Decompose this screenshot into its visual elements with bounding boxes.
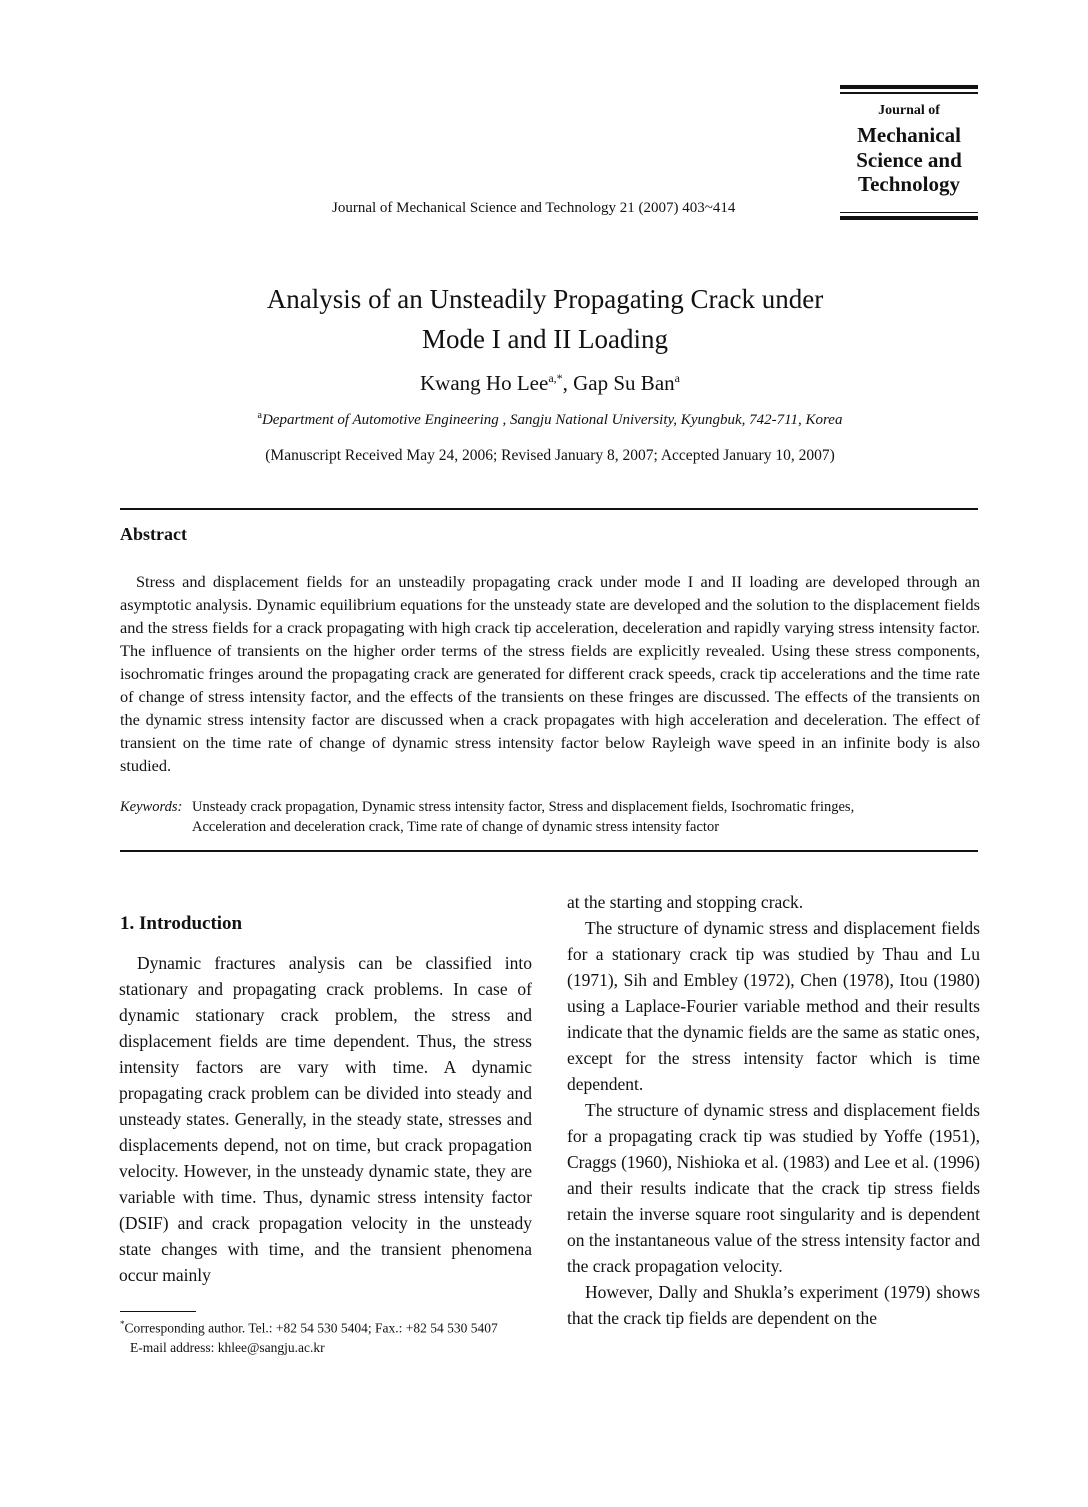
logo-name-line3: Technology [858, 172, 960, 196]
abstract-heading: Abstract [120, 524, 187, 544]
manuscript-dates: (Manuscript Received May 24, 2006; Revised January 8, 2007; Accepted January 10, 2007) [265, 447, 835, 464]
footnote-line1 [120, 1315, 540, 1338]
logo-bottom-rules [840, 212, 978, 221]
title-line2: Mode I and II Loading [422, 324, 668, 354]
affiliation-mark: a [257, 410, 262, 421]
keywords-line2: Acceleration and deceleration crack, Time rate of change of dynamic stress intensity factor [192, 818, 720, 835]
author-separator: , [562, 371, 574, 395]
keywords-line1: Unsteady crack propagation, Dynamic stress intensity factor, Stress and displacement fields, Isochromatic fringes, [192, 799, 855, 815]
abstract-body: Stress and displacement fields for an unsteadily propagating crack under mode I and II loading are developed through an asymptotic analysis. Dynamic equilibrium equations for the unsteady state are developed and the solution to the displacement fields and the stress fields for a crack propagating with high crack tip acceleration, deceleration and rapidly varying stress intensity factor. The influence of transients on the higher order terms of the stress fields are explicitly revealed. Using these stress components, isochromatic fringes around the propagating crack are generated for different crack speeds, crack tip accelerations and the time rate of change of stress intensity factor, and the effects of the transients on these fringes are discussed. The effects of the transients on the dynamic stress intensity factor are discussed when a crack propagates with high acceleration and deceleration. The effect of transient on the time rate of change of dynamic stress intensity factor below Rayleigh wave speed in an infinite body is also studied. [120, 572, 980, 775]
affiliation-text: Department of Automotive Engineering , Sangju National University, Kyungbuk, 742-711, Korea [261, 412, 843, 428]
section-heading-introduction: 1. Introduction [120, 913, 243, 934]
right-column [567, 889, 980, 1331]
footnote-email: E-mail address: khlee@sangju.ac.kr [130, 1339, 325, 1355]
footnote [120, 1315, 540, 1357]
logo-journal-of: Journal of [878, 103, 940, 118]
footnote-mark: * [120, 1319, 125, 1329]
keywords-text [192, 798, 972, 837]
author-2-affiliation-mark: a [674, 371, 680, 385]
left-column [119, 950, 532, 1288]
footnote-contact: Corresponding author. Tel.: +82 54 530 5404; Fax.: +82 54 530 5407 [124, 1320, 498, 1336]
title-line1: Analysis of an Unsteadily Propagating Crack under [266, 284, 824, 314]
author-2: Gap Su Ban [573, 371, 675, 395]
keywords-divider [120, 850, 978, 852]
author-1-affiliation-mark: a,* [548, 371, 563, 385]
logo-name-line1: Mechanical [857, 123, 961, 147]
keywords-label: Keywords: [120, 799, 183, 815]
intro-paragraph-1-continued: at the starting and stopping crack. [567, 892, 804, 912]
logo-journal-name [840, 123, 978, 197]
journal-logo [840, 85, 978, 220]
intro-paragraph-1: Dynamic fractures analysis can be classified into stationary and propagating crack problems. In case of dynamic stationary crack problem, the stress and displacement fields are time dependent. Thus, the stress intensity factors are vary with time. A dynamic propagating crack problem can be divided into steady and unsteady states. Generally, in the steady state, stresses and displacements depend, not on time, but crack propagation velocity. However, in the unsteady dynamic state, they are variable with time. Thus, dynamic stress intensity factor (DSIF) and crack propagation velocity in the unsteady state changes with time, and the transient phenomena occur mainly [119, 953, 532, 1285]
affiliation [120, 410, 980, 429]
intro-paragraph-3: The structure of dynamic stress and displacement fields for a propagating crack tip was studied by Yoffe (1951), Craggs (1960), Nishioka et al. (1983) and Lee et al. (1996) and their results indicate that the crack tip stress fields retain the inverse square root singularity and is dependent on the instantaneous value of the stress intensity factor and the crack propagation velocity. [567, 1100, 980, 1276]
logo-name-line2: Science and [856, 147, 962, 172]
author-1: Kwang Ho Lee [420, 371, 549, 395]
intro-paragraph-4: However, Dally and Shukla’s experiment (1979) shows that the crack tip fields are dependent on the [567, 1282, 980, 1328]
intro-paragraph-2: The structure of dynamic stress and displacement fields for a stationary crack tip was studied by Thau and Lu (1971), Sih and Embley (1972), Chen (1978), Itou (1980) using a Laplace-Fourier variable method and their results indicate that the dynamic fields are the same as static ones, except for the stress intensity factor which is time dependent. [567, 918, 980, 1094]
running-header: Journal of Mechanical Science and Technology 21 (2007) 403~414 [332, 200, 736, 216]
footnote-rule [120, 1311, 196, 1312]
top-divider [120, 508, 978, 510]
authors [120, 371, 980, 396]
logo-top-rules [840, 85, 978, 94]
paper-title [120, 279, 970, 359]
